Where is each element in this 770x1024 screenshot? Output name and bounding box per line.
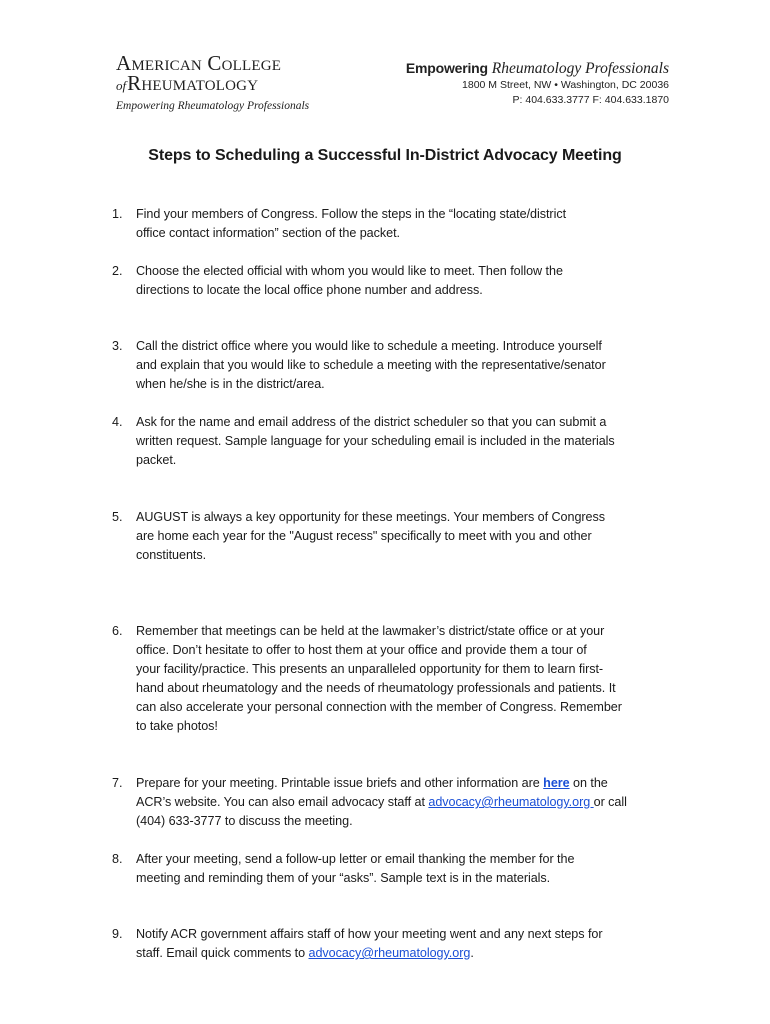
step-line: Choose the elected official with whom you would like to meet. Then follow the [136,264,563,278]
step-line: to take photos! [136,719,218,733]
step-line: Notify ACR government affairs staff of how your meeting went and any next steps for [136,927,603,941]
contact-tagline-bold: Empowering [405,60,488,76]
step-line: meeting and reminding them of your “asks”. Sample text is in the materials. [136,871,551,885]
step-number: 4. [112,415,123,429]
contact-block [406,59,669,108]
step-4 [112,413,672,470]
step-number: 8. [112,852,123,866]
step-line: your facility/practice. This presents an unparalleled opportunity for them to learn first- [136,662,604,676]
step-text [136,925,672,963]
step-1 [112,205,672,243]
step-6 [112,622,672,736]
step-8 [112,850,672,888]
logo-tagline: Empowering Rheumatology Professionals [116,100,310,112]
step-text [136,262,672,300]
logo-of: of [116,78,127,93]
step-line: and explain that you would like to schedule a meeting with the representative/senator [136,358,606,372]
step-7-line-1-before: Prepare for your meeting. Printable issue briefs and other information are [136,776,544,790]
logo-rheumatology: Rheumatology [127,71,259,95]
step-9-line-2-before: staff. Email quick comments to [136,946,309,960]
step-text [136,622,672,736]
logo-line-2 [116,73,316,96]
step-7-line-2-before: ACR’s website. You can also email advocacy staff at [136,795,429,809]
step-text [136,850,672,888]
page-title: Steps to Scheduling a Successful In-District Advocacy Meeting [148,147,622,164]
step-number: 5. [112,510,123,524]
step-line: office contact information” section of the packet. [136,226,400,240]
step-line: After your meeting, send a follow-up letter or email thanking the member for the [136,852,575,866]
here-link[interactable]: here [543,776,570,790]
step-text [136,337,672,394]
step-text [136,413,672,470]
step-number: 9. [112,927,123,941]
step-7 [112,774,672,831]
step-line [136,774,672,793]
step-line: AUGUST is always a key opportunity for these meetings. Your members of Congress [136,510,605,524]
contact-address: 1800 M Street, NW • Washington, DC 20036 [462,79,669,91]
step-line [136,944,672,963]
contact-phone: P: 404.633.3777 F: 404.633.1870 [512,94,669,106]
step-line: packet. [136,453,177,467]
step-5 [112,508,672,565]
step-line: Remember that meetings can be held at the lawmaker’s district/state office or at your [136,624,605,638]
advocacy-email-link[interactable]: advocacy@rheumatology.org [308,946,471,960]
step-number: 2. [112,264,123,278]
step-number: 6. [112,624,123,638]
step-line: (404) 633-3777 to discuss the meeting. [136,814,353,828]
step-line: constituents. [136,548,207,562]
step-line: hand about rheumatology and the needs of rheumatology professionals and patients. It [136,681,616,695]
step-line: office. Don’t hesitate to offer to host them at your office and provide them a tour of [136,643,587,657]
step-line: directions to locate the local office phone number and address. [136,283,483,297]
step-number: 7. [112,776,123,790]
step-line: written request. Sample language for your scheduling email is included in the materials [136,434,615,448]
step-3 [112,337,672,394]
logo-line-1: American College [116,51,282,75]
step-line: when he/she is in the district/area. [136,377,325,391]
step-text [136,205,672,243]
step-7-line-1-after: on the [569,776,608,790]
step-line [136,793,672,812]
step-number: 3. [112,339,123,353]
step-line: can also accelerate your personal connection with the member of Congress. Remember [136,700,622,714]
contact-tagline [406,59,669,78]
step-line: are home each year for the "August recess" specifically to meet with you and other [136,529,592,543]
step-line: Call the district office where you would like to schedule a meeting. Introduce yourself [136,339,602,353]
step-7-line-2-after: or call [593,795,627,809]
step-number: 1. [112,207,123,221]
advocacy-email-link[interactable]: advocacy@rheumatology.org [428,795,594,809]
step-2 [112,262,672,300]
step-line: Find your members of Congress. Follow the steps in the “locating state/district [136,207,567,221]
acr-logo [116,53,316,113]
step-line: Ask for the name and email address of the district scheduler so that you can submit a [136,415,607,429]
step-text [136,508,672,565]
step-9-line-2-after: . [470,946,474,960]
step-text [136,774,672,831]
contact-tagline-italic: Rheumatology Professionals [491,60,669,77]
step-9 [112,925,672,963]
